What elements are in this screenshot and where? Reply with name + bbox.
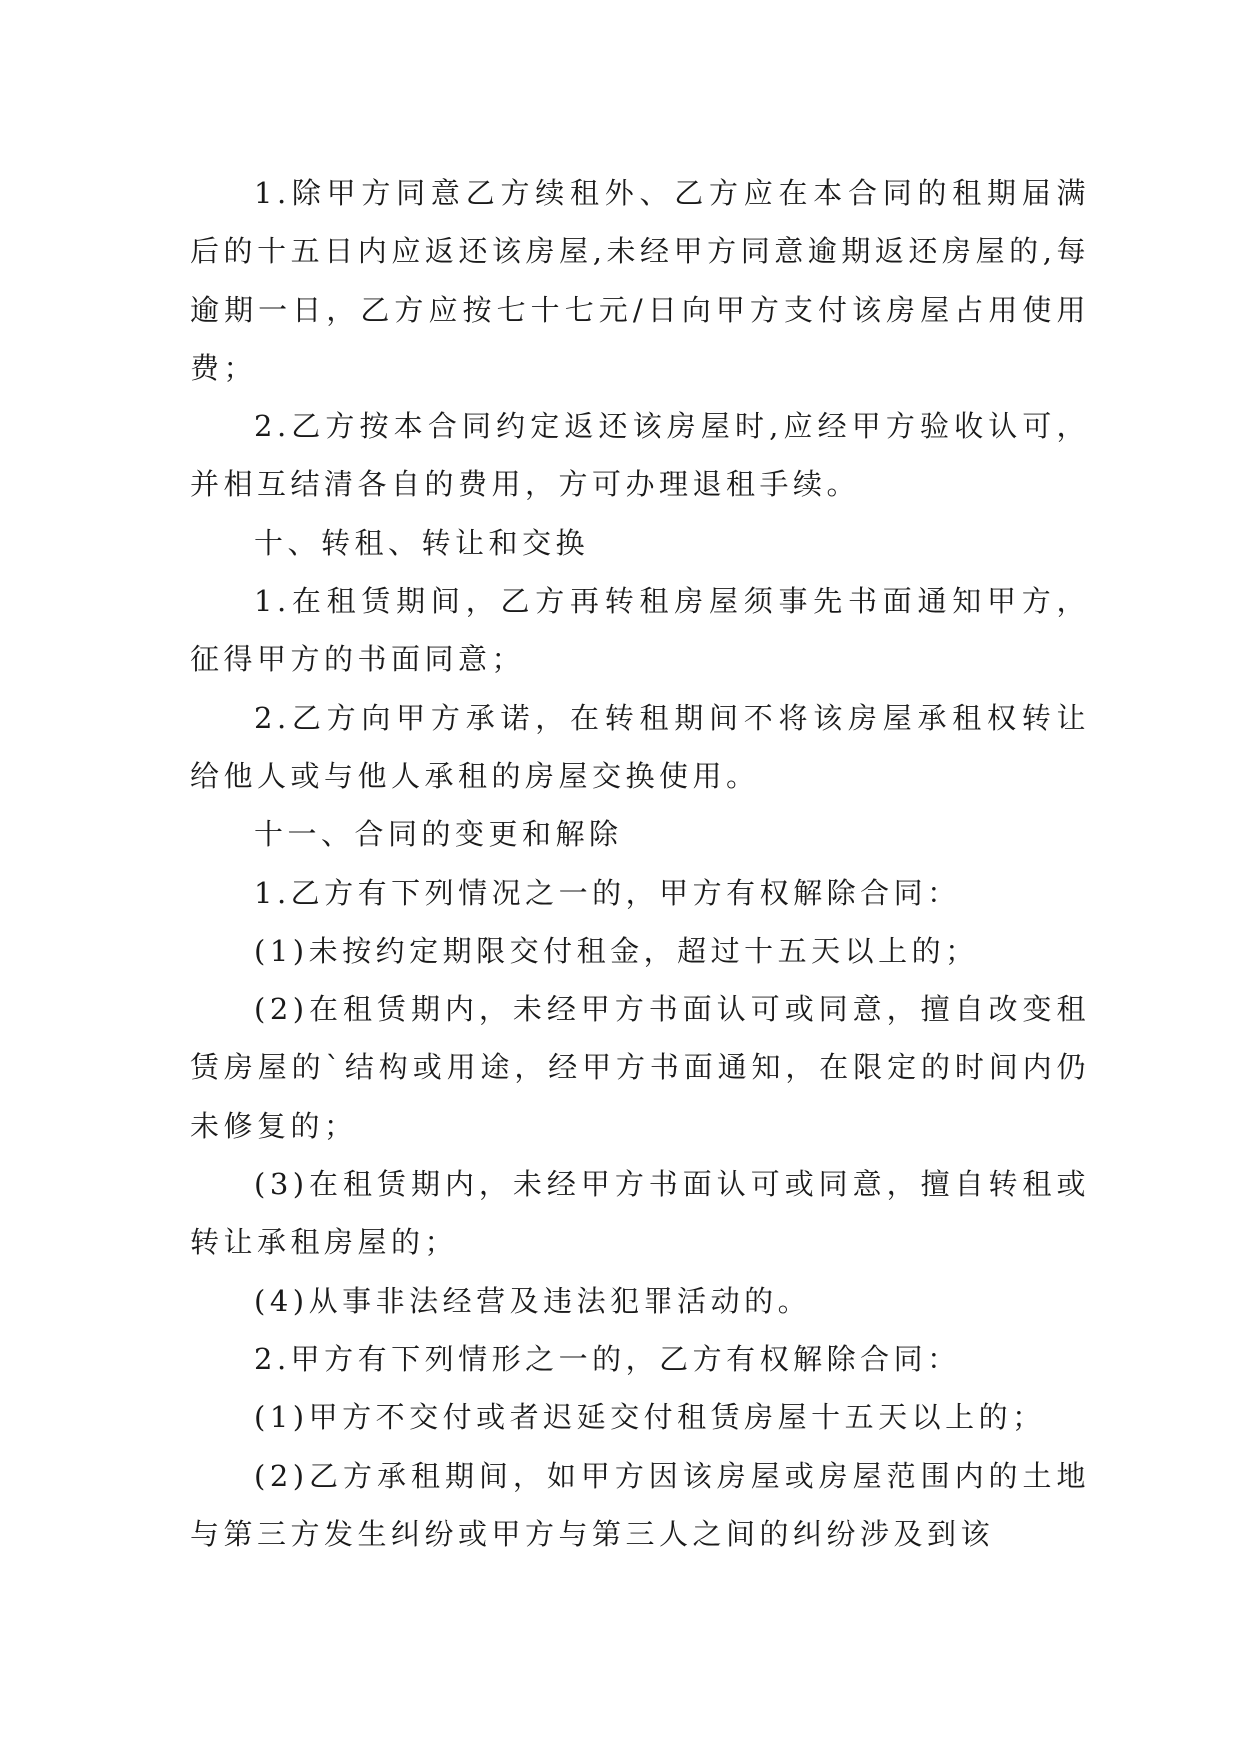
list-item-third-party-dispute: (2)乙方承租期间，如甲方因该房屋或房屋范围内的土地与第三方发生纠纷或甲方与第三人之间的纠纷涉及到该 [190,1458,1090,1551]
paragraph-landlord-termination-rights: 1.乙方有下列情况之一的，甲方有权解除合同： [254,875,961,910]
paragraph-sublease-promise: 2.乙方向甲方承诺，在转租期间不将该房屋承租权转让给他人或与他人承租的房屋交换使用。 [190,700,1090,793]
list-item-unauthorized-sublease: (3)在租赁期内，未经甲方书面认可或同意，擅自转租或转让承租房屋的； [190,1167,1090,1260]
paragraph-return-inspection: 2.乙方按本合同约定返还该房屋时,应经甲方验收认可，并相互结清各自的费用，方可办理退租手续。 [190,409,1090,502]
section-heading-sublease: 十、转租、转让和交换 [254,525,590,560]
list-item-late-rent: (1)未按约定期限交付租金，超过十五天以上的； [254,933,979,968]
section-heading-termination: 十一、合同的变更和解除 [254,817,623,852]
list-item-illegal-activity: (4)从事非法经营及违法犯罪活动的。 [254,1283,812,1318]
paragraph-return-deadline: 1.除甲方同意乙方续租外、乙方应在本合同的租期届满后的十五日内应返还该房屋,未经甲方同意逾期返还房屋的,每逾期一日，乙方应按七十七元/日向甲方支付该房屋占用使用费； [190,176,1090,385]
document-body [190,164,1090,1563]
paragraph-tenant-termination-rights: 2.甲方有下列情形之一的，乙方有权解除合同： [254,1341,961,1376]
list-item-structure-change: (2)在租赁期内，未经甲方书面认可或同意，擅自改变租赁房屋的`结构或用途，经甲方书面通知，在限定的时间内仍未修复的； [190,992,1090,1143]
list-item-late-delivery: (1)甲方不交付或者迟延交付租赁房屋十五天以上的； [254,1400,1046,1435]
paragraph-sublease-notice: 1.在租赁期间，乙方再转租房屋须事先书面通知甲方，征得甲方的书面同意； [190,584,1090,677]
